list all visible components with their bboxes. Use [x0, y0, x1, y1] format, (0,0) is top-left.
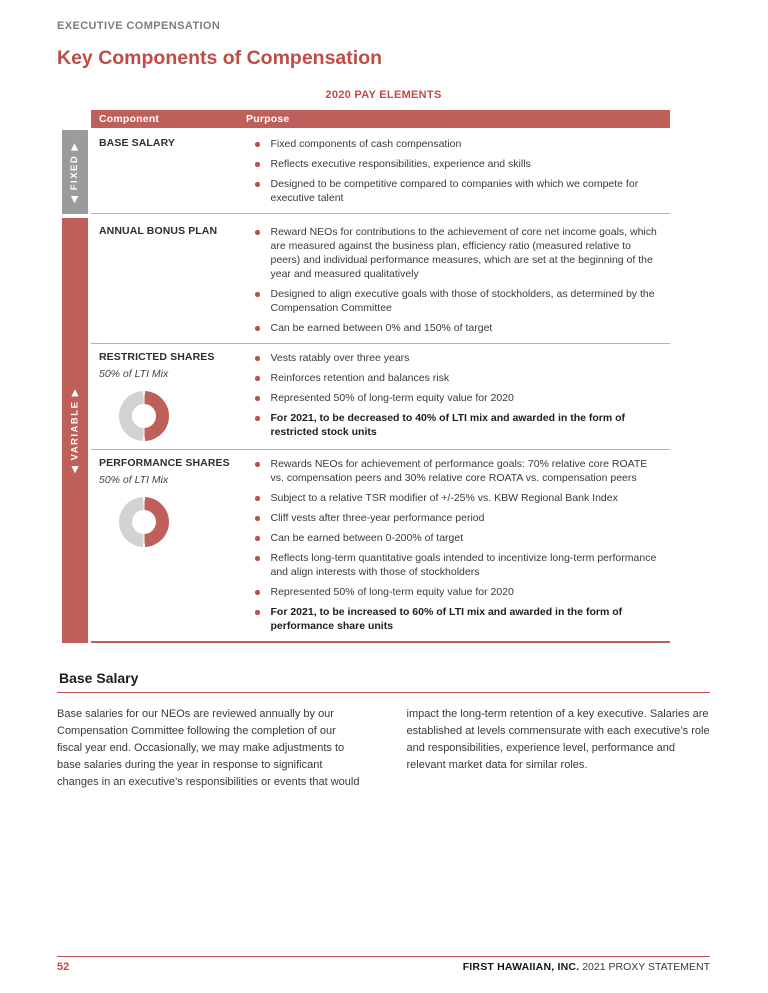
component-name: BASE SALARY — [99, 137, 175, 149]
section-side-label: ◀ FIXED ▶ — [69, 141, 81, 203]
section-sidebar-variable — [62, 218, 88, 643]
bullet-item — [254, 585, 662, 599]
bullet-dot-icon — [255, 292, 260, 297]
base-salary-heading: Base Salary — [57, 670, 710, 693]
bullet-text: Reflects executive responsibilities, experience and skills — [270, 158, 531, 170]
section-side-label: ◀ VARIABLE ▶ — [69, 387, 81, 474]
purpose-bullet-list — [254, 137, 662, 205]
bullet-dot-icon — [255, 610, 260, 615]
bullet-text: Reinforces retention and balances risk — [270, 372, 450, 384]
page-title: Key Components of Compensation — [57, 47, 383, 69]
footer-brand — [463, 961, 710, 973]
bullet-item — [254, 491, 662, 505]
component-name: PERFORMANCE SHARES — [99, 457, 230, 469]
bullet-item — [254, 511, 662, 525]
component-name: RESTRICTED SHARES — [99, 351, 215, 363]
bullet-text: Represented 50% of long-term equity value for 2020 — [270, 586, 514, 598]
page-footer — [57, 956, 710, 973]
bullet-dot-icon — [255, 162, 260, 167]
bullet-item — [254, 371, 662, 385]
lti-mix-donut-chart — [119, 497, 169, 547]
pay-elements-caption: 2020 PAY ELEMENTS — [325, 89, 442, 101]
bullet-dot-icon — [255, 496, 260, 501]
section-eyebrow: EXECUTIVE COMPENSATION — [57, 20, 221, 32]
bullet-dot-icon — [255, 182, 260, 187]
bullet-text: Subject to a relative TSR modifier of +/-25% vs. KBW Regional Bank Index — [270, 492, 618, 504]
purpose-bullet-list — [254, 225, 662, 335]
column-header-component: Component — [99, 113, 160, 125]
bullet-text: Designed to align executive goals with those of stockholders, as determined by the Compensation Committee — [270, 288, 655, 314]
bullet-item — [254, 157, 662, 171]
bullet-dot-icon — [255, 396, 260, 401]
pay-elements-table — [62, 110, 670, 643]
component-cell — [99, 225, 254, 335]
section-rows — [91, 130, 670, 214]
bullet-item — [254, 605, 662, 633]
bullet-dot-icon — [255, 590, 260, 595]
bullet-dot-icon — [255, 356, 260, 361]
component-cell — [99, 457, 254, 633]
purpose-bullet-list — [254, 351, 662, 441]
bullet-text: Vests ratably over three years — [270, 352, 410, 364]
bullet-item — [254, 391, 662, 405]
section-rows — [91, 218, 670, 643]
footer-suffix: 2021 PROXY STATEMENT — [582, 961, 710, 973]
base-salary-paragraph-left: Base salaries for our NEOs are reviewed annually by our Compensation Committee following the completion of our fiscal year end. Occasionally, we may make adjustments to base salaries during the year in response to significant changes in an executive’s responsibilities or events that would — [57, 708, 360, 788]
component-row — [91, 218, 670, 343]
component-sublabel: 50% of LTI Mix — [99, 368, 169, 380]
bullet-item — [254, 551, 662, 579]
table-header-row — [91, 110, 670, 130]
section-sidebar-fixed — [62, 130, 88, 214]
table-section-fixed — [62, 130, 670, 214]
table-section-variable — [62, 218, 670, 643]
footer-company: FIRST HAWAIIAN, INC. — [462, 961, 580, 973]
bullet-text: Can be earned between 0% and 150% of target — [270, 322, 493, 334]
column-header-purpose: Purpose — [246, 113, 290, 125]
bullet-text: For 2021, to be increased to 60% of LTI mix and awarded in the form of performance share units — [270, 606, 623, 632]
page-number: 52 — [57, 961, 70, 973]
component-cell — [99, 351, 254, 441]
base-salary-paragraph-right: impact the long-term retention of a key executive. Salaries are established at levels commensurate with each executive’s role and responsibilities, experience level, performance and relevant market data for similar roles. — [406, 708, 710, 771]
bullet-text: Represented 50% of long-term equity value for 2020 — [270, 392, 514, 404]
bullet-item — [254, 321, 662, 335]
bullet-dot-icon — [255, 416, 260, 421]
bullet-dot-icon — [255, 142, 260, 147]
bullet-dot-icon — [255, 376, 260, 381]
base-salary-body — [57, 706, 710, 791]
purpose-bullet-list — [254, 457, 662, 633]
component-row — [91, 343, 670, 449]
bullet-item — [254, 351, 662, 365]
bullet-item — [254, 287, 662, 315]
bullet-item — [254, 411, 662, 439]
bullet-text: Cliff vests after three-year performance period — [270, 512, 485, 524]
bullet-item — [254, 177, 662, 205]
component-name: ANNUAL BONUS PLAN — [99, 225, 218, 237]
bullet-dot-icon — [255, 462, 260, 467]
bullet-text: For 2021, to be decreased to 40% of LTI mix and awarded in the form of restricted stock units — [270, 412, 626, 438]
bullet-dot-icon — [255, 326, 260, 331]
bullet-item — [254, 225, 662, 281]
component-row — [91, 449, 670, 641]
bullet-text: Reflects long-term quantitative goals intended to incentivize long-term performance and align interests with those of stockholders — [270, 552, 657, 578]
bullet-text: Designed to be competitive compared to companies with which we compete for executive talent — [270, 178, 639, 204]
component-cell — [99, 137, 254, 205]
bullet-text: Rewards NEOs for achievement of performance goals: 70% relative core ROATE vs. compensation peers and 30% relative core ROATA vs. compensation peers — [270, 458, 648, 484]
bullet-dot-icon — [255, 230, 260, 235]
bullet-dot-icon — [255, 516, 260, 521]
bullet-item — [254, 137, 662, 151]
bullet-text: Can be earned between 0-200% of target — [270, 532, 464, 544]
table-sections — [62, 130, 670, 643]
bullet-dot-icon — [255, 536, 260, 541]
bullet-item — [254, 457, 662, 485]
bullet-dot-icon — [255, 556, 260, 561]
component-sublabel: 50% of LTI Mix — [99, 474, 169, 486]
lti-mix-donut-chart — [119, 391, 169, 441]
bullet-text: Reward NEOs for contributions to the achievement of core net income goals, which are measured against the business plan, efficiency ratio (measured relative to peers) and individual performance measures, which are set at the beginning of the year and measured qualitatively — [270, 226, 657, 280]
bullet-item — [254, 531, 662, 545]
component-row — [91, 130, 670, 213]
bullet-text: Fixed components of cash compensation — [270, 138, 462, 150]
